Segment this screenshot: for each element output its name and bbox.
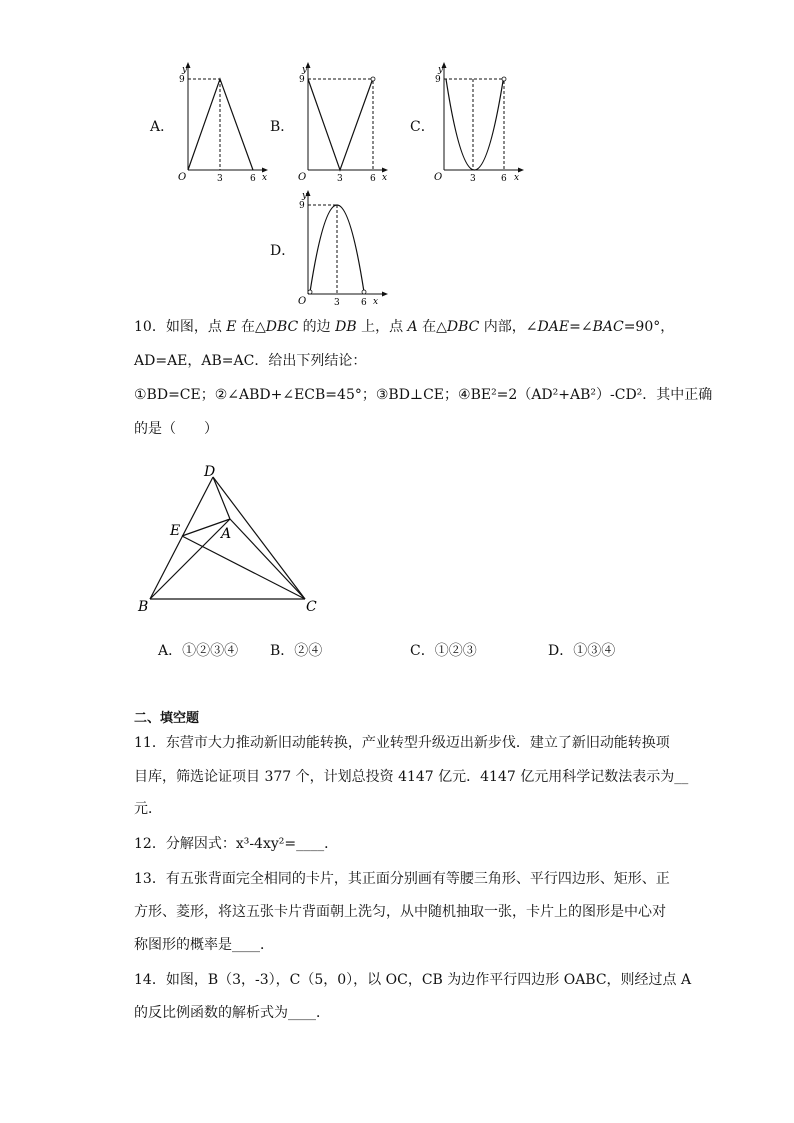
q12-line: 12．分解因式：x³-4xy²=____． <box>134 836 339 852</box>
q13-line2: 方形、菱形，将这五张卡片背面朝上洗匀，从中随机抽取一张，卡片上的图形是中心对 <box>134 904 666 920</box>
graph-c-ytick: 9 <box>435 75 441 85</box>
q10-choice-d: D．①③④ <box>548 643 616 659</box>
graph-c-xtick3: 3 <box>470 174 476 184</box>
label-D: D <box>204 464 216 480</box>
label-A: A <box>221 526 232 542</box>
graph-c-curve <box>446 79 503 170</box>
graph-d-xtick3: 3 <box>334 298 340 308</box>
option-c-label: C． <box>410 119 435 135</box>
graph-b-open-point <box>371 77 375 81</box>
graph-c <box>432 58 532 188</box>
label-E: E <box>170 523 181 539</box>
graph-a <box>176 58 276 188</box>
option-b-label: B． <box>270 119 295 135</box>
label-C: C <box>306 599 317 615</box>
option-a-label: A． <box>150 119 175 135</box>
graph-a-origin: O <box>178 172 187 183</box>
graph-d-xtick6: 6 <box>361 298 367 308</box>
graph-a-xtick6: 6 <box>250 174 256 184</box>
graph-a-ytick: 9 <box>179 75 185 85</box>
graph-b-xtick3: 3 <box>337 174 343 184</box>
graph-b-xlabel: x <box>382 173 388 183</box>
graph-b-xtick6: 6 <box>370 174 376 184</box>
graph-b-ylabel: y <box>302 65 308 75</box>
q10-line3: ①BD=CE；②∠ABD+∠ECB=45°；③BD⊥CE；④BE²=2（AD²+AB²）-CD²．其中正确 <box>134 387 713 403</box>
q14-line2: 的反比例函数的解析式为____． <box>134 1005 330 1021</box>
graph-d-curve <box>310 205 364 292</box>
option-d-label: D． <box>270 243 296 259</box>
q11-line3: 元． <box>134 801 162 817</box>
graph-a-ylabel: y <box>182 65 188 75</box>
q13-line1: 13．有五张背面完全相同的卡片，其正面分别画有等腰三角形、平行四边形、矩形、正 <box>134 871 670 887</box>
q10-line2: AD=AE，AB=AC．给出下列结论： <box>134 353 367 369</box>
q11-line2: 目库，筛选论证项目 377 个，计划总投资 4147 亿元．4147 亿元用科学记数法表示为__ <box>134 769 689 785</box>
q10-line1: 10．如图，点 E 在△DBC 的边 DB 上，点 A 在△DBC 内部，∠DAE=∠BAC=90°， <box>134 319 675 335</box>
graph-d-open-point-left <box>308 290 312 294</box>
graph-d-open-point-right <box>362 290 366 294</box>
q11-line1: 11．东营市大力推动新旧动能转换，产业转型升级迈出新步伐．建立了新旧动能转换项 <box>134 735 670 751</box>
graph-c-axes <box>444 64 522 170</box>
graph-d-ytick: 9 <box>299 201 305 211</box>
graph-a-xlabel: x <box>262 173 268 183</box>
triangle-figure <box>130 458 330 618</box>
section-2-title: 二、填空题 <box>134 711 200 726</box>
graph-b <box>296 58 396 188</box>
graph-c-xlabel: x <box>514 173 520 183</box>
q14-line1: 14．如图，B（3，-3），C（5，0），以 OC，CB 为边作平行四边形 OABC，则经过点 A <box>134 972 692 988</box>
graph-b-curve <box>308 79 372 170</box>
graph-d-origin: O <box>298 296 307 307</box>
graph-c-xtick6: 6 <box>501 174 507 184</box>
q10-choice-b: B．②④ <box>270 643 323 659</box>
q10-choice-c: C．①②③ <box>410 643 477 659</box>
graph-d-ylabel: y <box>302 191 308 201</box>
graph-a-axes <box>188 64 266 170</box>
q10-line4: 的是（ ） <box>134 421 218 437</box>
graph-c-origin: O <box>434 172 443 183</box>
label-B: B <box>138 599 149 615</box>
graph-b-ytick: 9 <box>299 75 305 85</box>
q10-choice-a: A．①②③④ <box>158 643 239 659</box>
graph-d <box>296 188 396 308</box>
graph-a-xtick3: 3 <box>217 174 223 184</box>
q13-line3: 称图形的概率是____． <box>134 937 274 953</box>
graph-b-origin: O <box>298 172 307 183</box>
graph-d-xlabel: x <box>373 297 379 307</box>
graph-c-open-point <box>502 77 506 81</box>
graph-c-ylabel: y <box>438 65 444 75</box>
